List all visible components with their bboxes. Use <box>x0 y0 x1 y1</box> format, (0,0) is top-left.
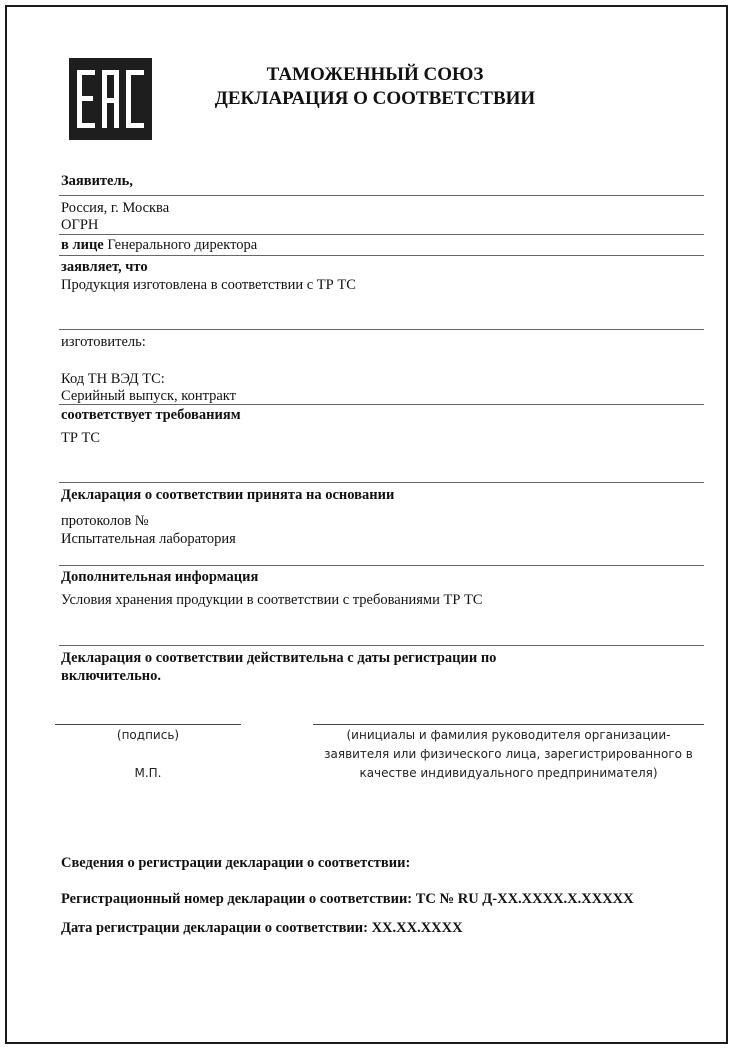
initials-line <box>313 724 704 725</box>
manufacturer-label: изготовитель: <box>61 334 146 350</box>
eac-logo <box>69 58 152 140</box>
registration-number: Регистрационный номер декларации о соответствии: ТС № RU Д-XX.XXXX.X.XXXXX <box>61 891 634 907</box>
signature-line <box>55 724 241 725</box>
registration-heading: Сведения о регистрации декларации о соответствии: <box>61 855 411 871</box>
protocols-text: протоколов № <box>61 513 149 529</box>
represented-label: в лице <box>61 237 104 253</box>
divider <box>59 255 704 256</box>
title-declaration: ДЕКЛАРАЦИЯ О СООТВЕТСТВИИ <box>214 88 536 109</box>
declares-text: Продукция изготовлена в соответствии с ТР ТС <box>61 277 356 293</box>
title-customs-union: ТАМОЖЕННЫЙ СОЮЗ <box>266 64 484 85</box>
divider <box>59 195 704 196</box>
initials-line1: (инициалы и фамилия руководителя организации- <box>346 728 671 742</box>
registration-date: Дата регистрации декларации о соответствии: XX.XX.XXXX <box>61 920 463 936</box>
applicant-ogrn: ОГРН <box>61 217 99 233</box>
additional-text: Условия хранения продукции в соответствии с требованиями ТР ТС <box>61 592 483 608</box>
stamp-label: М.П. <box>134 766 162 780</box>
divider <box>59 329 704 330</box>
signature-label: (подпись) <box>116 728 180 742</box>
initials-line3: качестве индивидуального предпринимателя) <box>359 766 658 780</box>
divider <box>59 645 704 646</box>
basis-heading: Декларация о соответствии принята на основании <box>61 487 395 503</box>
hs-code-label: Код ТН ВЭД ТС: <box>61 371 165 387</box>
applicant-address: Россия, г. Москва <box>61 200 170 216</box>
requirements-heading: соответствует требованиям <box>61 407 241 423</box>
divider <box>59 565 704 566</box>
divider <box>59 482 704 483</box>
requirements-text: ТР ТС <box>61 430 101 446</box>
validity-line1: Декларация о соответствии действительна с даты регистрации по <box>61 650 497 666</box>
series-text: Серийный выпуск, контракт <box>61 388 236 404</box>
divider <box>59 234 704 235</box>
validity-line2: включительно. <box>61 668 161 684</box>
lab-text: Испытательная лаборатория <box>61 531 236 547</box>
declares-heading: заявляет, что <box>61 259 148 275</box>
divider <box>59 404 704 405</box>
additional-heading: Дополнительная информация <box>61 569 259 585</box>
represented-value: Генерального директора <box>103 237 258 253</box>
applicant-heading: Заявитель, <box>61 173 133 189</box>
applicant-represented <box>61 236 257 254</box>
initials-line2: заявителя или физического лица, зарегистрированного в <box>324 747 693 761</box>
